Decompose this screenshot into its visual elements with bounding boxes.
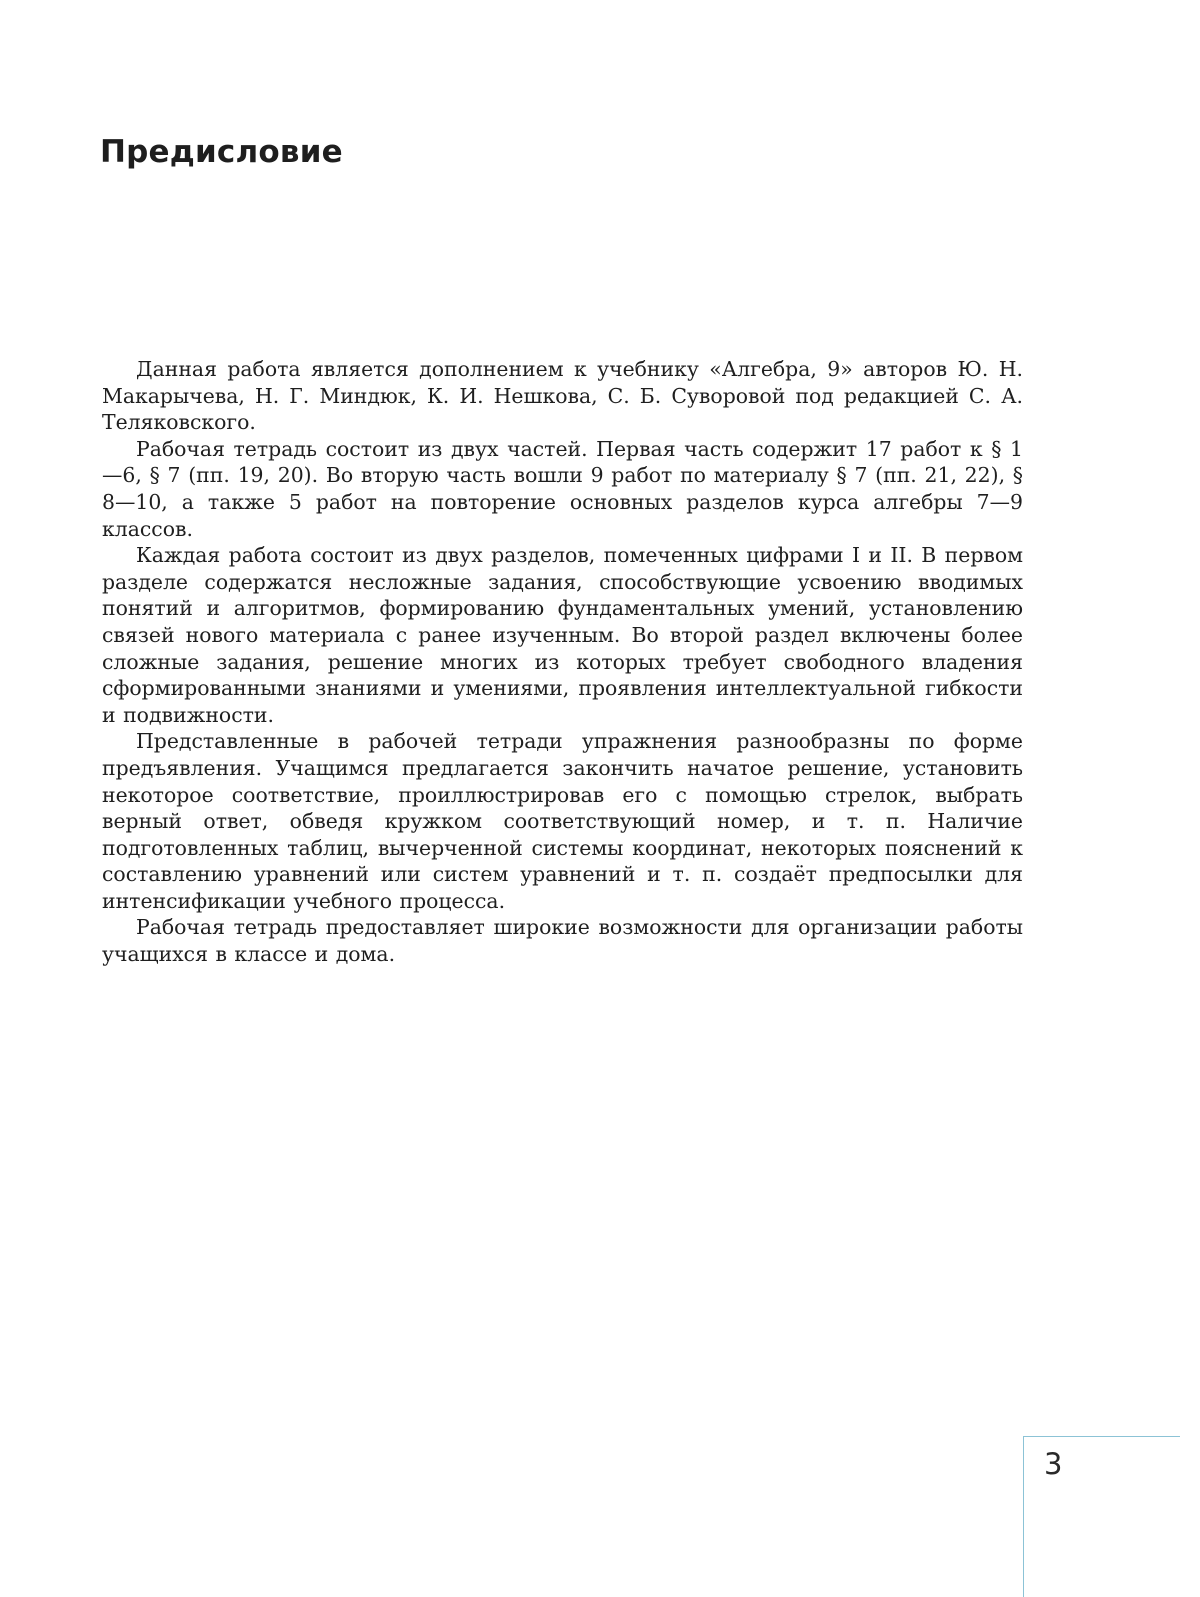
- page-title: Предисловие: [100, 134, 343, 170]
- paragraph-4: Представленные в рабочей тетради упражнения разнообразны по форме предъявления. Учащимся предлагается закончить начатое решение, установить некоторое соответствие, проиллюстрировав его с помощью стрелок, выбрать верный ответ, обведя кружком соответствующий номер, и т. п. Наличие подготовленных таблиц, вычерченной системы координат, некоторых пояснений к составлению уравнений или систем уравнений и т. п. создаёт предпосылки для интенсификации учебного процесса.: [102, 729, 1023, 913]
- paragraph-2: Рабочая тетрадь состоит из двух частей. Первая часть содержит 17 работ к § 1—6, § 7 (пп. 19, 20). Во вторую часть вошли 9 работ по материалу § 7 (пп. 21, 22), § 8—10, а также 5 работ на повторение основных разделов курса алгебры 7—9 классов.: [102, 436, 1023, 541]
- page-number: 3: [1044, 1447, 1063, 1481]
- paragraph-3: Каждая работа состоит из двух разделов, помеченных цифрами I и II. В первом разделе содержатся несложные задания, способствующие усвоению вводимых понятий и алгоритмов, формированию фундаментальных умений, установлению связей нового материала с ранее изученным. Во второй раздел включены более сложные задания, решение многих из которых требует свободного владения сформированными знаниями и умениями, проявления интеллектуальной гибкости и подвижности.: [102, 543, 1023, 727]
- preface-body: [102, 356, 1023, 968]
- paragraph-5: Рабочая тетрадь предоставляет широкие возможности для организации работы учащихся в классе и дома.: [102, 915, 1023, 967]
- page-number-frame: [1023, 1436, 1180, 1597]
- paragraph-1: Данная работа является дополнением к учебнику «Алгебра, 9» авторов Ю. Н. Макарычева, Н. Г. Миндюк, К. И. Нешкова, С. Б. Суворовой под редакцией С. А. Теляковского.: [102, 357, 1023, 435]
